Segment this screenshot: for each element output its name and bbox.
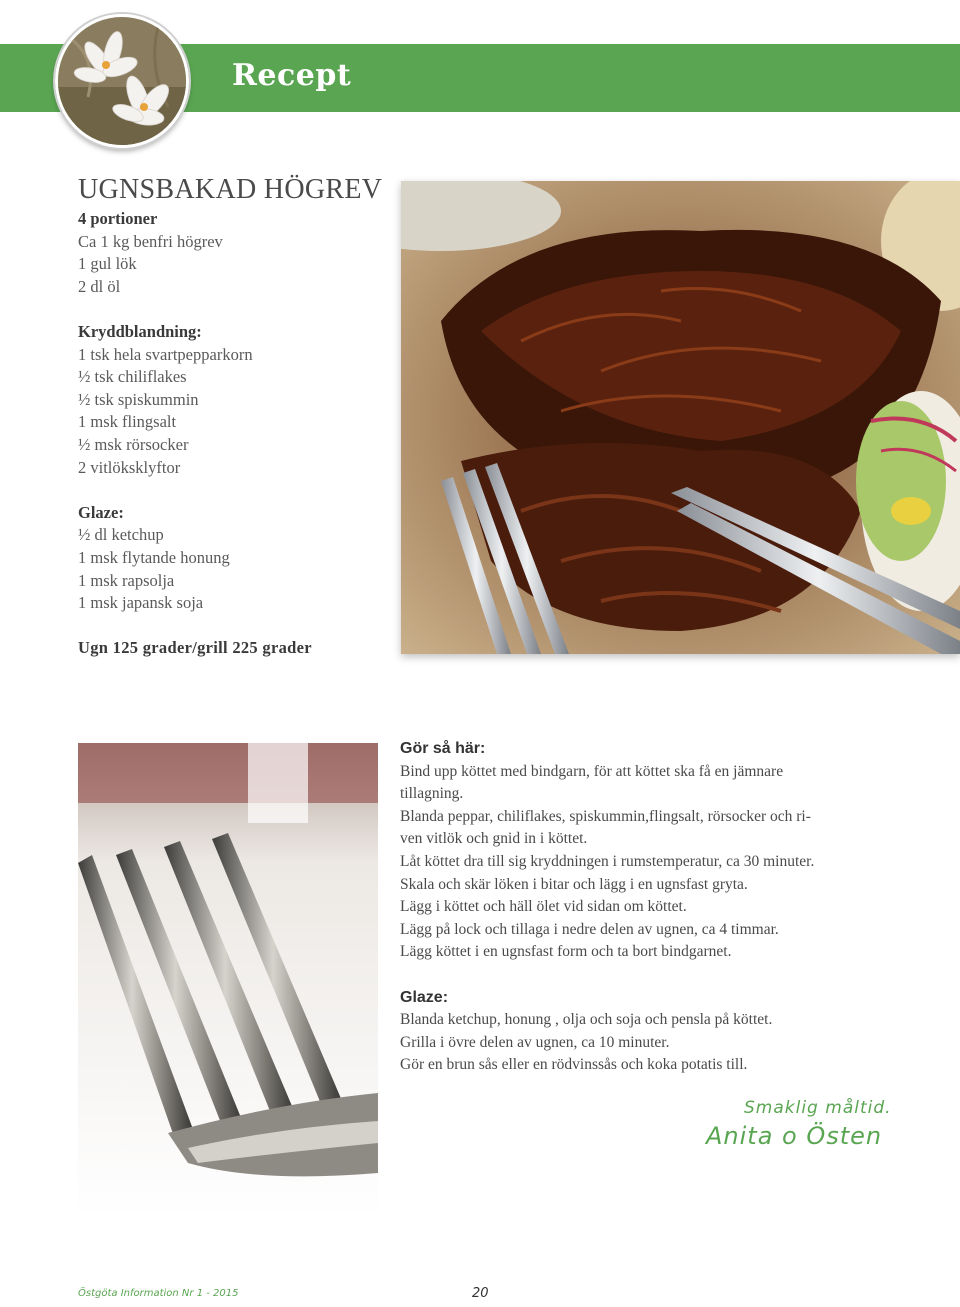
roast-beef-photo <box>401 181 960 654</box>
spice-item: 2 vitlöksklyftor <box>78 457 181 477</box>
footer-publication: Östgöta Information Nr 1 - 2015 <box>78 1288 239 1299</box>
glaze-step: Grilla i övre delen av ugnen, ca 10 minuter. <box>400 1033 670 1051</box>
glaze-item: ½ dl ketchup <box>78 525 164 545</box>
spice-item: ½ tsk chiliflakes <box>78 367 187 387</box>
method-line: Bind upp köttet med bindgarn, för att köttet ska få en jämnare <box>400 762 784 780</box>
spice-heading: Kryddblandning: <box>78 321 202 341</box>
ingredient-item: 1 gul lök <box>78 254 137 274</box>
method-line: ven vitlök och gnid in i köttet. <box>400 830 588 848</box>
glaze-item: 1 msk flytande honung <box>78 547 230 567</box>
spice-item: ½ msk rörsocker <box>78 434 189 454</box>
ingredient-item: 2 dl öl <box>78 276 121 296</box>
method-line: Lägg i köttet och häll ölet vid sidan om köttet. <box>400 898 687 916</box>
method-line: Låt köttet dra till sig kryddningen i rumstemperatur, ca 30 minuter. <box>400 852 815 870</box>
glaze-heading: Glaze: <box>78 502 124 522</box>
servings: 4 portioner <box>78 209 158 228</box>
method-line: Lägg köttet i en ugnsfast form och ta bort bindgarnet. <box>400 943 732 961</box>
oven-temperature: Ugn 125 grader/grill 225 grader <box>78 638 312 657</box>
spice-item: 1 msk flingsalt <box>78 412 177 432</box>
glaze-step: Blanda ketchup, honung , olja och soja och pensla på köttet. <box>400 1011 773 1029</box>
recipe-title: UGNSBAKAD HÖGREV <box>78 174 383 205</box>
section-title: Recept <box>232 58 352 93</box>
spice-item: 1 tsk hela svartpepparkorn <box>78 344 253 364</box>
method-section <box>400 738 890 1077</box>
glaze-item: 1 msk rapsolja <box>78 570 175 590</box>
signature-greeting: Smaklig måltid. <box>744 1098 892 1118</box>
method-line: tillagning. <box>400 785 464 803</box>
signature-names: Anita o Östen <box>706 1122 883 1150</box>
flower-medallion-image <box>55 14 189 148</box>
spice-item: ½ tsk spiskummin <box>78 389 199 409</box>
method-line: Skala och skär löken i bitar och lägg i en ugnsfast gryta. <box>400 875 748 893</box>
ingredients-list <box>78 208 378 615</box>
fork-photo <box>78 743 378 1218</box>
method-line: Blanda peppar, chiliflakes, spiskummin,flingsalt, rörsocker och ri- <box>400 807 811 825</box>
ingredient-item: Ca 1 kg benfri högrev <box>78 231 223 251</box>
method-glaze-heading: Glaze: <box>400 988 449 1006</box>
glaze-step: Gör en brun sås eller en rödvinssås och koka potatis till. <box>400 1056 748 1074</box>
page-number: 20 <box>472 1286 489 1301</box>
method-heading: Gör så här: <box>400 740 486 757</box>
method-line: Lägg på lock och tillaga i nedre delen av ugnen, ca 4 timmar. <box>400 920 779 938</box>
glaze-item: 1 msk japansk soja <box>78 593 204 613</box>
